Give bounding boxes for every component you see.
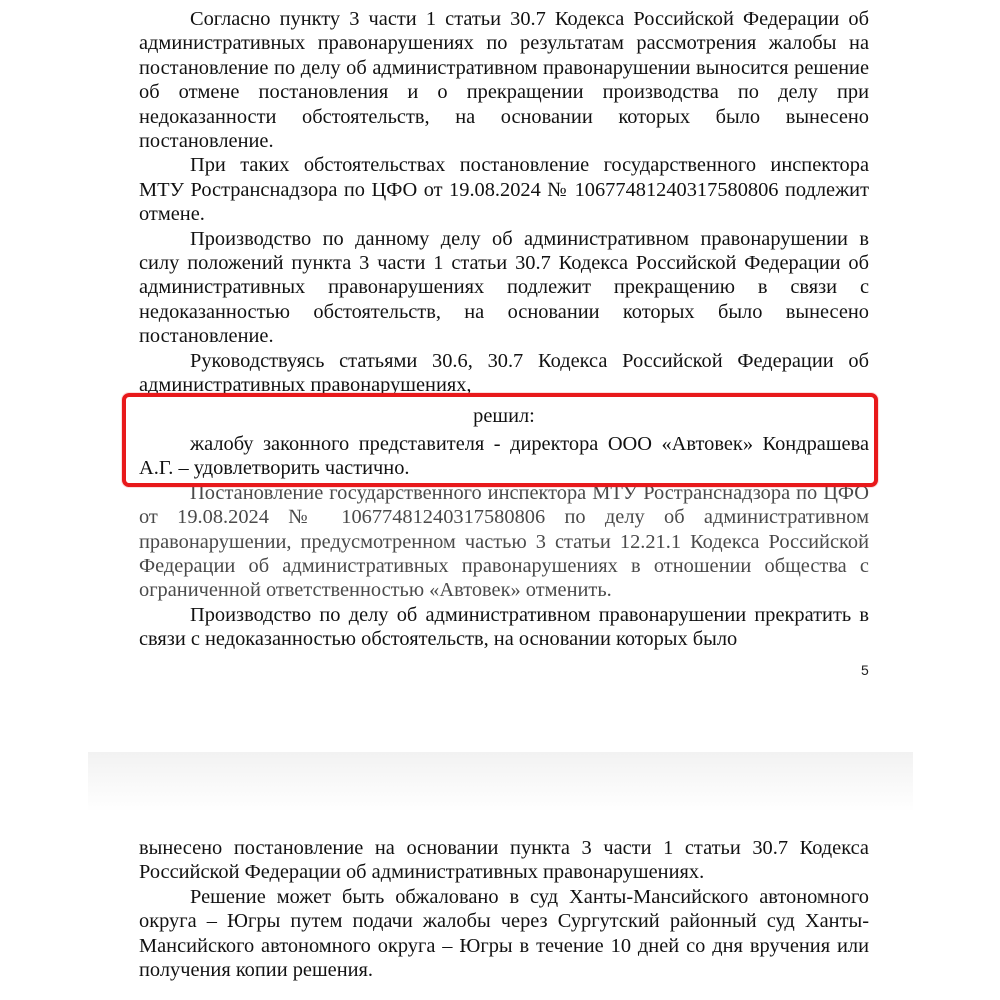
paragraph-annulment: При таких обстоятельствах постановление государственного инспектора МТУ Ространснадзора по ЦФО от 19.08.2024 № 10677481240317580806 подлежит отмене. xyxy=(139,154,869,226)
decision-item-complaint: жалобу законного представителя - директора ООО «Автовек» Кондрашева А.Г. – удовлетворить частично. xyxy=(139,432,869,480)
page-5-text xyxy=(139,7,869,652)
page-separator xyxy=(88,752,913,814)
decision-item-terminate-proceedings: Производство по делу об административном правонарушении прекратить в связи с недоказанностью обстоятельств, на основании которых было xyxy=(139,603,869,651)
page-number: 5 xyxy=(861,662,869,678)
paragraph-termination: Производство по данному делу об административном правонарушении в силу положений пункта 3 части 1 статьи 30.7 Кодекса Российской Федерации об административных правонарушениях подлежит прекращению в связи с недоказанностью обстоятельств, на основании которых было вынесено постановление. xyxy=(139,227,869,348)
paragraph-guided-by: Руководствуясь статьями 30.6, 30.7 Кодекса Российской Федерации об административных правонарушениях, xyxy=(139,349,869,397)
decision-item-cancel-resolution: Постановление государственного инспектора МТУ Ространснадзора по ЦФО от 19.08.2024 № 10677481240317580806 по делу об административном правонарушении, предусмотренном частью 3 статьи 12.21.1 Кодекса Российской Федерации об административных правонарушениях в отношении общества с ограниченной ответственностью «Автовек» отменить. xyxy=(139,481,869,602)
paragraph-legal-basis: Согласно пункту 3 части 1 статьи 30.7 Кодекса Российской Федерации об административных правонарушениях по результатам рассмотрения жалобы на постановление по делу об административном правонарушении выносится решение об отмене постановления и о прекращении производства по делу при недоказанности обстоятельств, на основании которых было вынесено постановление. xyxy=(139,8,869,153)
paragraph-continuation: вынесено постановление на основании пункта 3 части 1 статьи 30.7 Кодекса Российской Федерации об административных правонарушениях. xyxy=(139,837,869,884)
decision-heading: решил: xyxy=(473,404,535,427)
page-6-text xyxy=(139,836,869,982)
paragraph-appeal: Решение может быть обжаловано в суд Ханты-Мансийского автономного округа – Югры путем подачи жалобы через Сургутский районный суд Ханты-Мансийского автономного округа – Югры в течение 10 дней со дня вручения или получения копии решения. xyxy=(139,885,869,982)
